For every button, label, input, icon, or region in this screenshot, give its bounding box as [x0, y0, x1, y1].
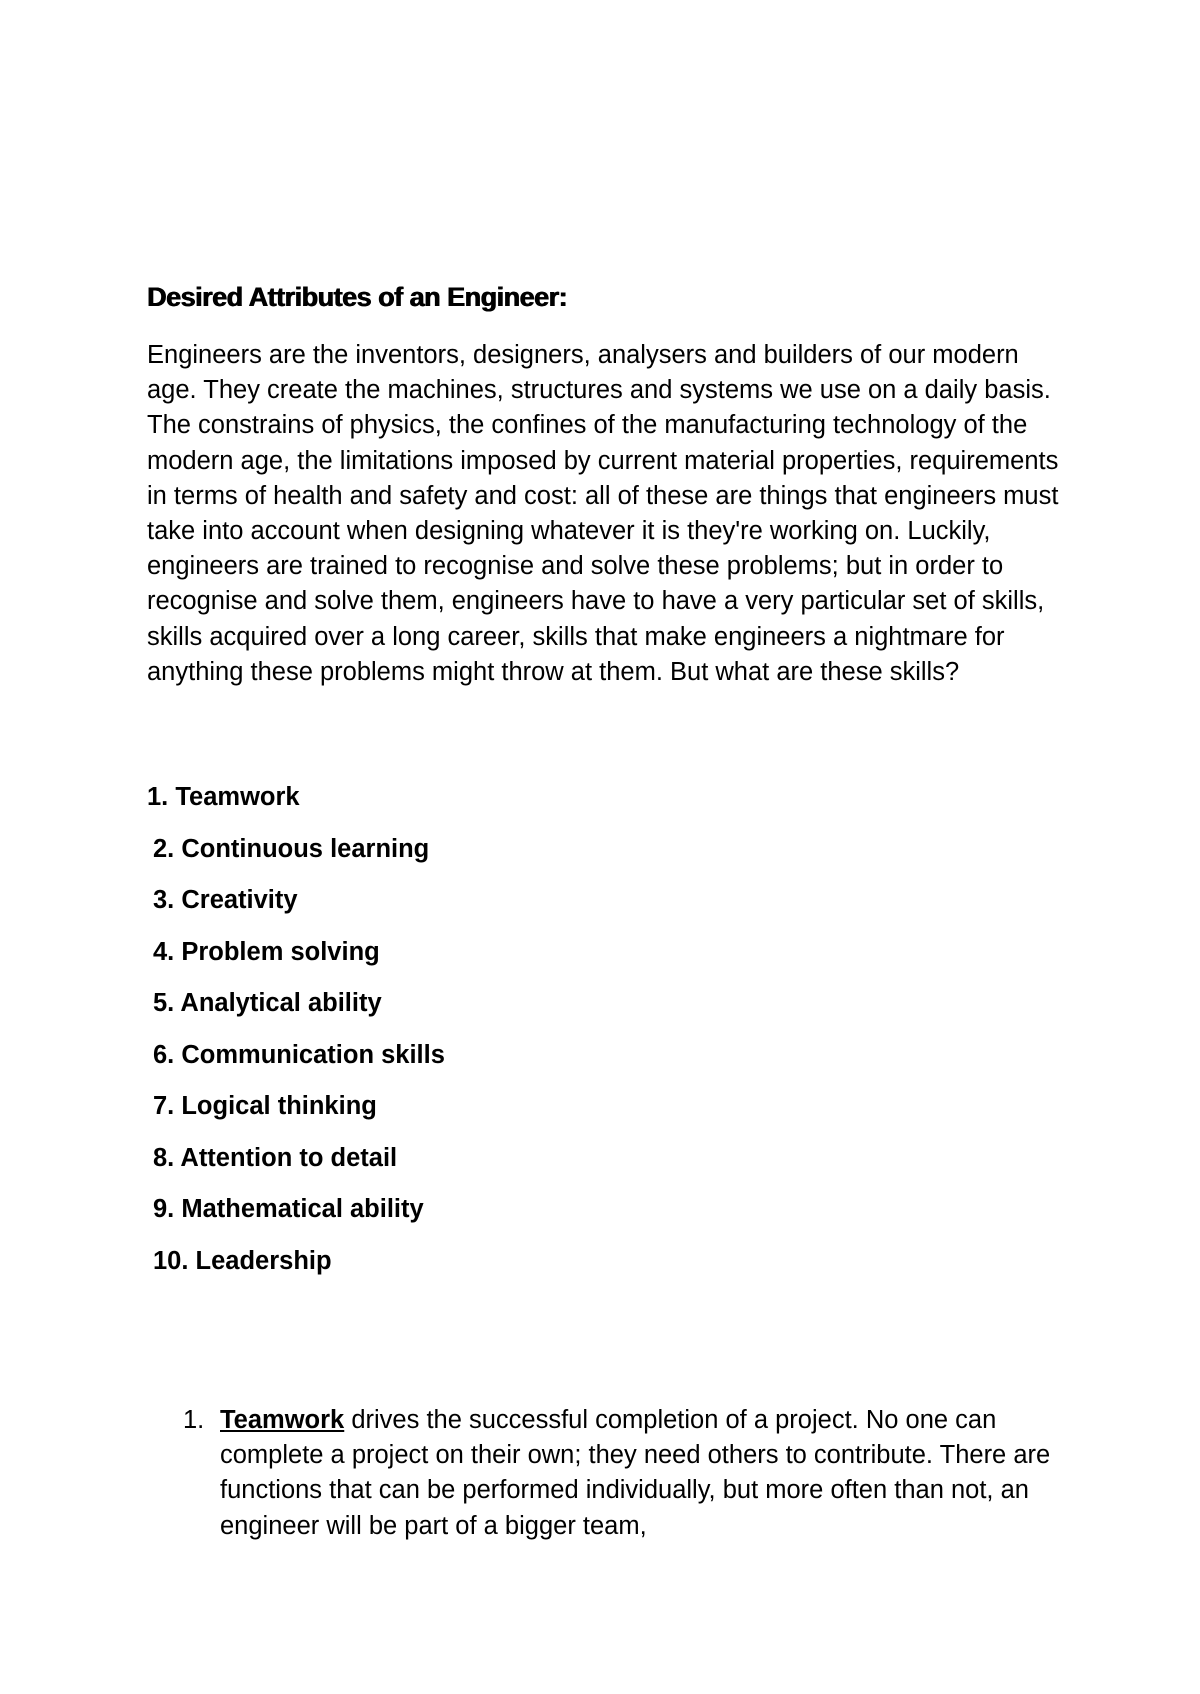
skill-item: 6. Communication skills: [153, 1040, 445, 1069]
skill-item: 7. Logical thinking: [153, 1092, 377, 1120]
detail-paragraph: [220, 1403, 1063, 1544]
skill-item: 4. Problem solving: [153, 937, 380, 966]
skill-item: 8. Attention to detail: [153, 1143, 398, 1172]
detail-text: drives the successful completion of a project. No one can complete a project on their own; they need others to contribute. There are functions that can be performed individually, but more often than not, an engineer will be part of a bigger team,: [220, 1406, 1051, 1540]
skills-list: [147, 772, 747, 1287]
skill-item: 5. Analytical ability: [153, 989, 382, 1017]
skill-item: 2. Continuous learning: [153, 834, 430, 863]
intro-paragraph: Engineers are the inventors, designers, analysers and builders of our modern age. They create the machines, structures and systems we use on a daily basis. The constrains of physics, the confines of the manufacturing technology of the modern age, the limitations imposed by current material properties, requirements in terms of health and safety and cost: all of these are things that engineers must take into account when designing whatever it is they're working on. Luckily, engineers are trained to recognise and solve these problems; but in order to recognise and solve them, engineers have to have a very particular set of skills, skills acquired over a long career, skills that make engineers a nightmare for anything these problems might throw at them. But what are these skills?: [147, 341, 1059, 686]
detail-term: Teamwork: [220, 1406, 345, 1434]
document-title: Desired Attributes of an Engineer:: [147, 282, 568, 312]
skill-item: 9. Mathematical ability: [153, 1195, 424, 1223]
teamwork-detail-item: [183, 1403, 1063, 1544]
detail-number: 1.: [183, 1406, 205, 1434]
skill-item: 10. Leadership: [153, 1246, 332, 1275]
skill-item: 1. Teamwork: [147, 783, 300, 811]
skill-item: 3. Creativity: [153, 886, 298, 914]
